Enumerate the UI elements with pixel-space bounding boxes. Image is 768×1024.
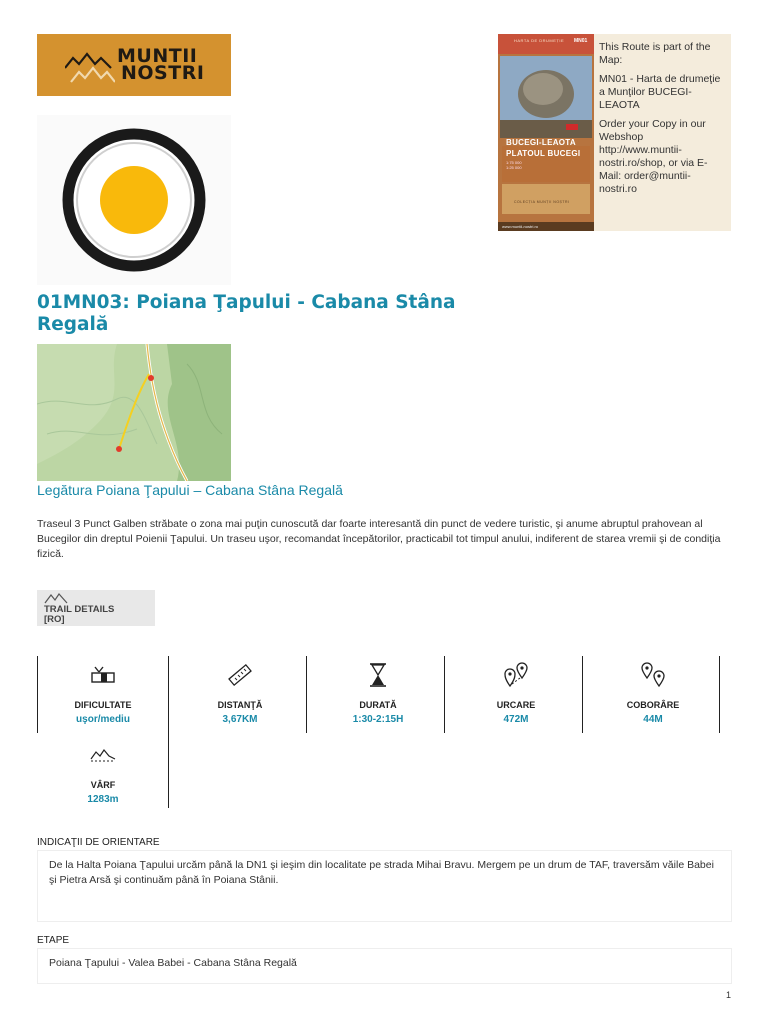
cover-code: MN01 <box>574 38 588 44</box>
stat-value: 472M <box>503 714 529 725</box>
mountain-outline-icon <box>44 592 68 604</box>
stat-label: URCARE <box>496 700 536 710</box>
logo-line1: MUNTII <box>117 45 198 67</box>
descent-pins-icon <box>639 662 667 688</box>
orientation-box <box>37 850 732 922</box>
stat-descent <box>584 662 722 725</box>
logo-line2: NOSTRI <box>121 62 205 84</box>
map-info-order[interactable]: Order your Copy in our Webshop http://www.muntii-nostri.ro/shop, or via E-Mail: order@muntii-nostri.ro <box>599 118 708 195</box>
map-info-name: MN01 - Harta de drumeţie a Munţilor BUCEGI-LEAOTA <box>599 73 721 111</box>
cover-title-1: BUCEGI-LEAOTA <box>506 138 576 147</box>
stat-label: DISTANŢĂ <box>217 700 263 710</box>
stat-summit <box>34 742 172 805</box>
stages-box <box>37 948 732 984</box>
ascent-pins-icon <box>502 662 530 688</box>
map-info-intro: This Route is part of the Map: <box>599 41 711 66</box>
stat-duration <box>309 662 447 725</box>
stat-label: DIFICULTATE <box>74 700 132 710</box>
route-description: Traseul 3 Punct Galben străbate o zona mai puţin cunoscută dar foarte interesantă din punct de vedere turistic, şi anume abruptul prahovean al Bucegilor din dreptul Poienii Ţapului. Un traseu uşor, recomandat începătorilor, practicabil tot timpul anului, indiferent de starea vremii şi de condiţia fizică. <box>37 518 721 560</box>
cover-scale-1: 1:75 000 <box>506 160 522 165</box>
stat-value: 1:30-2:15H <box>352 714 404 725</box>
stat-label: COBORÂRE <box>626 700 680 710</box>
trail-details-lang: [RO] <box>44 614 65 625</box>
cover-url: www.muntii-nostri.ro <box>502 224 539 229</box>
page-number: 1 <box>725 990 731 1000</box>
trail-details-label: TRAIL DETAILS <box>44 604 115 615</box>
stat-ascent <box>447 662 585 725</box>
trail-details-tab[interactable] <box>37 590 155 626</box>
route-title: 01MN03: Poiana Ţapului - Cabana Stâna Regală <box>37 292 456 335</box>
stat-difficulty <box>34 662 172 725</box>
stat-value: 1283m <box>87 794 119 805</box>
stat-value: uşor/mediu <box>76 714 130 725</box>
stages-label: ETAPE <box>37 935 70 946</box>
cover-top-label: HARTA DE DRUMEȚIE <box>514 38 565 43</box>
mountains-logo-icon <box>65 52 115 84</box>
stat-distance <box>171 662 309 725</box>
stat-value: 3,67KM <box>222 714 258 725</box>
stat-label: DURATĂ <box>359 700 397 710</box>
stages-text: Poiana Ţapului - Valea Babei - Cabana Stâna Regală <box>49 957 297 969</box>
summit-icon <box>90 742 116 768</box>
hourglass-icon <box>367 662 389 688</box>
stat-value: 44M <box>643 714 663 725</box>
difficulty-icon <box>90 662 116 688</box>
map-cover-image[interactable] <box>498 34 594 231</box>
orientation-text: De la Halta Poiana Ţapului urcăm până la DN1 şi ieşim din localitate pe strada Mihai Bravu. Mergem pe un drum de TAF, traversăm văile Babei şi Pietra Arsă şi continuăm până în Poiana Stânii. <box>49 859 714 886</box>
route-subtitle: Legătura Poiana Ţapului – Cabana Stâna Regală <box>37 482 343 498</box>
brand-logo <box>37 34 231 96</box>
ruler-icon <box>227 662 253 688</box>
cover-scale-2: 1:25 000 <box>506 165 522 170</box>
orientation-label: INDICAŢII DE ORIENTARE <box>37 837 160 848</box>
map-info-box <box>498 34 731 231</box>
stat-label: VÂRF <box>90 780 116 790</box>
route-map-thumbnail[interactable] <box>37 344 231 481</box>
cover-series: COLECȚIA MUNȚII NOȘTRI <box>514 200 570 204</box>
trail-marker-yellow-dot-icon <box>37 115 231 285</box>
cover-title-2: PLATOUL BUCEGI <box>506 149 581 158</box>
